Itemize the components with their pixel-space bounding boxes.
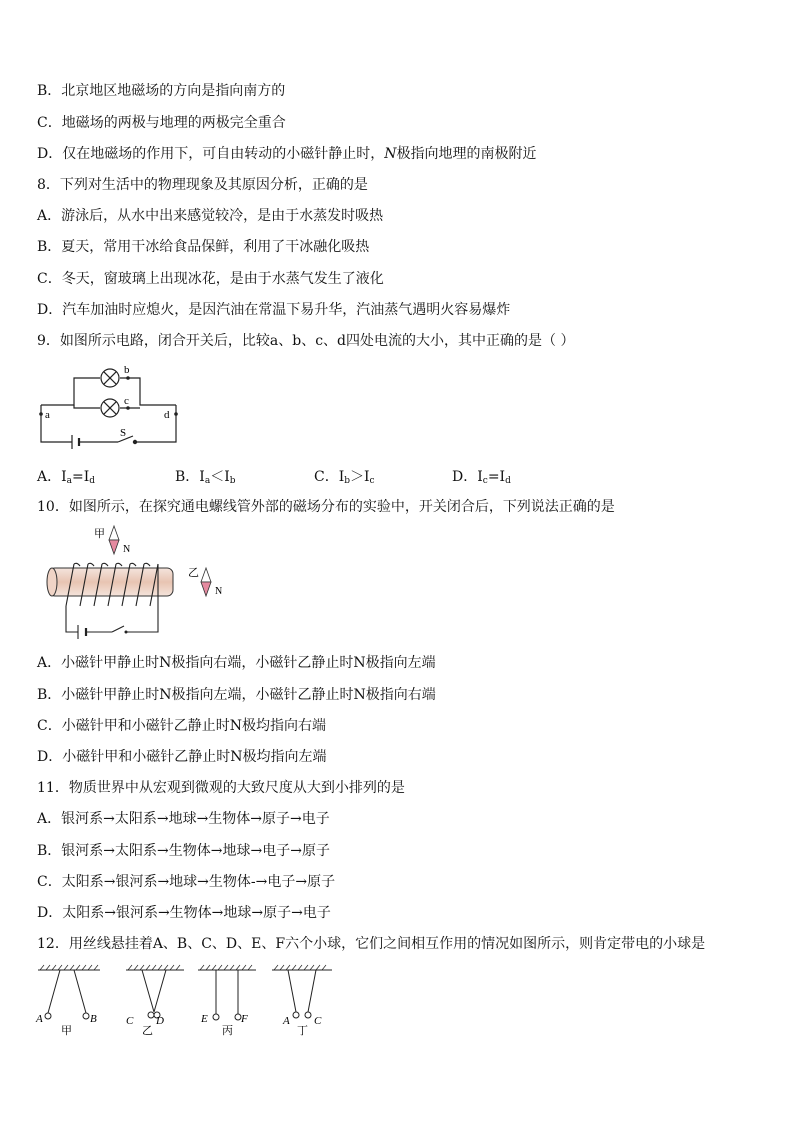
q9-option-b: B．$I_a<I_b$ xyxy=(175,469,236,486)
q9-label-a: a xyxy=(45,409,50,421)
q12-g4-right-label: C xyxy=(314,1015,322,1027)
q7-option-d-text2: 极指向地理的南极附近 xyxy=(396,146,537,162)
q11-option-d: D．太阳系→银河系→生物体→地球→原子→电子 xyxy=(37,905,331,921)
q8-option-a: A．游泳后，从水中出来感觉较冷，是由于水蒸发时吸热 xyxy=(37,208,384,224)
q9-label-c: c xyxy=(124,395,129,407)
q12-g4-caption: 丁 xyxy=(297,1025,308,1037)
q9-label-d: d xyxy=(164,409,170,421)
q8-option-b: B．夏天，常用干冰给食品保鲜，利用了干冰融化吸热 xyxy=(37,239,370,255)
q10-solenoid-diagram xyxy=(42,524,232,640)
q10-option-c: C．小磁针甲和小磁针乙静止时N极均指向右端 xyxy=(37,718,326,734)
q9-stem: 9．如图所示电路，闭合开关后，比较a、b、c、d四处电流的大小，其中正确的是（ ） xyxy=(37,333,575,349)
q12-g1-caption: 甲 xyxy=(61,1025,72,1037)
q10-option-d: D．小磁针甲和小磁针乙静止时N极均指向左端 xyxy=(37,749,327,765)
q7-option-b: B．北京地区地磁场的方向是指向南方的 xyxy=(37,83,286,99)
q10-stem: 10．如图所示，在探究通电螺线管外部的磁场分布的实验中，开关闭合后，下列说法正确的是 xyxy=(37,499,615,515)
q12-g4-left-label: A xyxy=(283,1015,290,1027)
q9-label-s: S xyxy=(120,427,127,439)
q8-option-d: D．汽车加油时应熄火，是因汽油在常温下易升华，汽油蒸气遇明火容易爆炸 xyxy=(37,302,511,318)
q10-label-n2: N xyxy=(215,586,223,597)
q12-g1-left-label: A xyxy=(36,1013,43,1025)
q9-circuit-diagram xyxy=(36,362,186,454)
q10-label-n1: N xyxy=(123,544,131,555)
q11-option-a: A．银河系→太阳系→地球→生物体→原子→电子 xyxy=(37,811,330,827)
q7-option-d-text1: D．仅在地磁场的作用下，可自由转动的小磁针静止时， xyxy=(37,146,385,162)
q9-options xyxy=(37,467,757,487)
q10-label-jia: 甲 xyxy=(94,528,105,540)
q12-g3-left-label: E xyxy=(201,1013,208,1025)
q12-g3-caption: 丙 xyxy=(222,1025,233,1037)
q7-option-d xyxy=(37,144,536,164)
q10-option-b: B．小磁针甲静止时N极指向左端，小磁针乙静止时N极指向右端 xyxy=(37,687,436,703)
q10-label-yi: 乙 xyxy=(188,567,199,579)
q7-option-c: C．地磁场的两极与地理的两极完全重合 xyxy=(37,115,286,131)
q9-label-b: b xyxy=(124,364,130,376)
q8-stem: 8．下列对生活中的物理现象及其原因分析，正确的是 xyxy=(37,177,368,193)
q11-option-b: B．银河系→太阳系→生物体→地球→电子→原子 xyxy=(37,843,330,859)
q11-stem: 11．物质世界中从宏观到微观的大致尺度从大到小排列的是 xyxy=(37,780,405,796)
q12-g1-right-label: B xyxy=(90,1013,97,1025)
q12-g2-caption: 乙 xyxy=(142,1025,153,1037)
q9-option-c: C．$I_b>I_c$ xyxy=(314,469,375,486)
q8-option-c: C．冬天，窗玻璃上出现冰花，是由于水蒸气发生了液化 xyxy=(37,271,384,287)
q12-stem: 12．用丝线悬挂着A、B、C、D、E、F六个小球，它们之间相互作用的情况如图所示，则肯定带电的小球是 xyxy=(37,936,706,952)
q9-option-d: D．$I_c=I_d$ xyxy=(452,469,511,486)
q12-g3-right-label: F xyxy=(241,1013,248,1025)
q9-option-a: A．$I_a=I_d$ xyxy=(37,469,96,486)
q12-balls-diagram xyxy=(34,962,344,1042)
q12-g2-left-label: C xyxy=(126,1015,134,1027)
q7-option-d-n: N xyxy=(384,146,397,162)
q12-g2-right-label: D xyxy=(156,1015,164,1027)
q10-option-a: A．小磁针甲静止时N极指向右端，小磁针乙静止时N极指向左端 xyxy=(37,655,436,671)
q11-option-c: C．太阳系→银河系→地球→生物体-→电子→原子 xyxy=(37,874,336,890)
